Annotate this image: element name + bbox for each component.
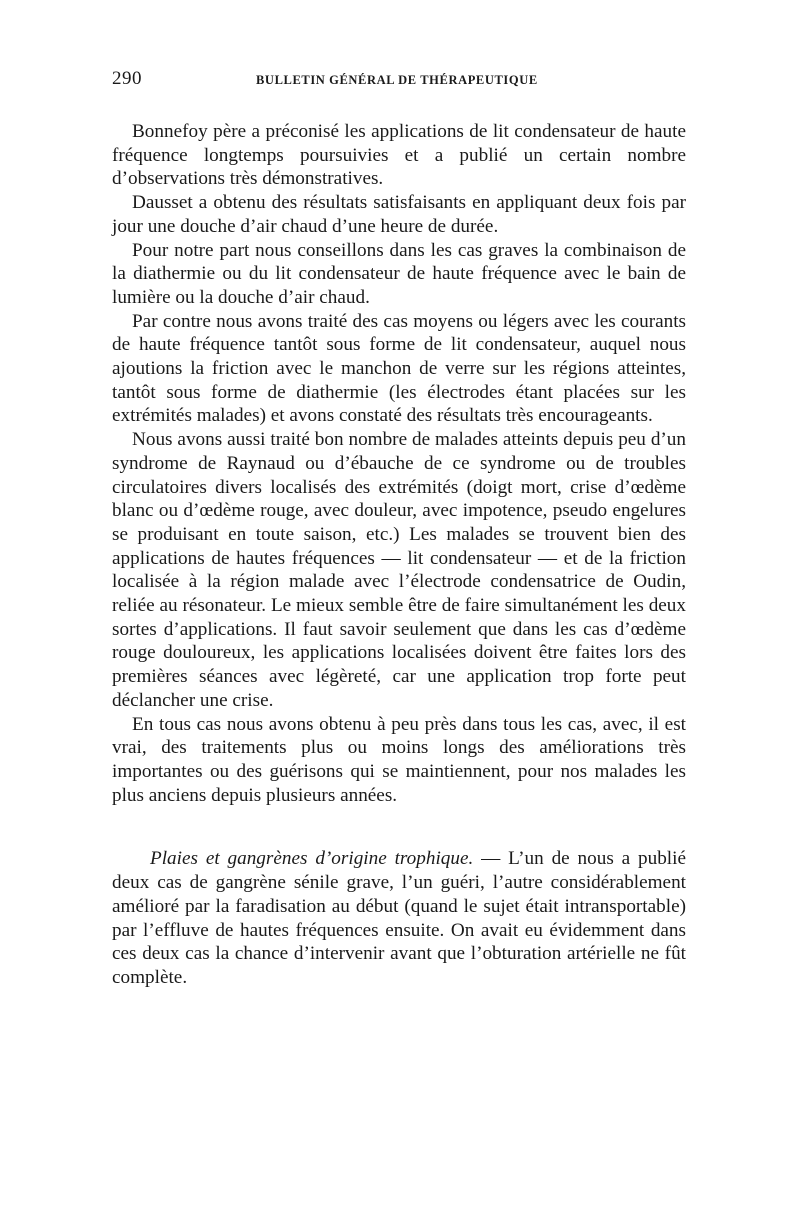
running-head [112,68,686,98]
page-number: 290 [112,68,142,89]
paragraph-raynaud: Nous avons aussi traité bon nombre de malades atteints depuis peu d’un syndrome de Raynaud ou d’ébauche de ce syndrome ou de troubles circulatoires divers localisés des extrémités (doigt mort, crise d’œdème blanc ou d’œdème rouge, avec douleur, avec impotence, pseudo engelures se produisant en toute saison, etc.) Les malades se trouvent bien des applications de hautes fréquences — lit condensateur — et de la friction localisée à la région malade avec l’électrode condensatrice de Oudin, reliée au résonateur. Le mieux semble être de faire simultanément les deux sortes d’applications. Il faut savoir seulement que dans les cas d’œdème rouge douloureux, les applications localisées doivent être faites lors des premières séances avec légèreté, car une application trop forte peut déclancher une crise. [112,429,686,711]
section-plaies-gangrenes [112,847,686,989]
journal-title: BULLETIN GÉNÉRAL DE THÉRAPEUTIQUE [256,73,538,87]
book-page [112,68,686,990]
paragraph-severe-cases: Pour notre part nous conseillons dans les cas graves la combinaison de la diathermie ou du lit condensateur de haute fréquence avec le bain de lumière ou la douche d’air chaud. [112,239,686,308]
paragraph-moderate-cases: Par contre nous avons traité des cas moyens ou légers avec les courants de haute fréquence tantôt sous forme de lit condensateur, auquel nous ajoutions la friction avec le manchon de verre sur les régions atteintes, tantôt sous forme de diathermie (les électrodes étant placées sur les extrémités malades) et avons constaté des résultats très encourageants. [112,310,686,427]
section-body: — L’un de nous a publié deux cas de gangrène sénile grave, l’un guéri, l’autre considérablement amélioré par la faradisation au début (quand le sujet était intransportable) par l’effluve de hautes fréquences ensuite. On avait eu évidemment dans ces deux cas la chance d’intervenir avant que l’obturation artérielle ne fût complète. [112,848,686,988]
section-title: Plaies et gangrènes d’origine trophique. [150,848,474,870]
paragraph-dausset: Dausset a obtenu des résultats satisfaisants en appliquant deux fois par jour une douche d’air chaud d’une heure de durée. [112,192,686,237]
paragraph-results: En tous cas nous avons obtenu à peu près dans tous les cas, avec, il est vrai, des traitements plus ou moins longs des améliorations très importantes ou des guérisons qui se maintiennent, pour nos malades les plus anciens depuis plusieurs années. [112,713,686,806]
paragraph-bonnefoy: Bonnefoy père a préconisé les applications de lit condensateur de haute fréquence longtemps poursuivies et a publié un certain nombre d’observations très démonstratives. [112,121,686,190]
section-spacer [112,807,686,847]
